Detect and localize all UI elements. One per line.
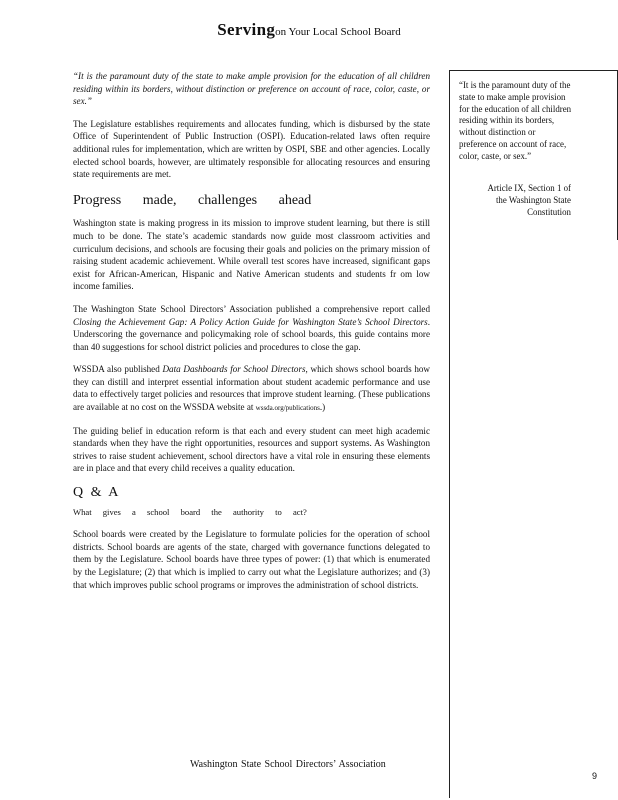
section-heading-qa: Q & A — [73, 485, 121, 501]
sidebar-citation-line-1: Article IX, Section 1 of — [487, 183, 571, 193]
dashboards-text-pre: WSSDA also published — [73, 364, 163, 375]
sidebar-citation-line-2: the Washington State — [495, 194, 571, 205]
report-text-post: . Underscoring the governance and policymaking role of school boards, this guide contains more than 40 suggestions for school district policies and procedures to close the gap. — [73, 316, 430, 352]
report-title: Closing the Achievement Gap: A Policy Action Guide for Washington State’s School Directors — [73, 316, 428, 327]
page-footer: Washington State School Directors’ Association — [190, 759, 386, 770]
dashboards-text-post: .) — [319, 402, 326, 413]
wssda-report-paragraph — [73, 303, 430, 353]
guiding-belief-paragraph: The guiding belief in education reform is that each and every student can meet high academic standards when they have the right opportunities, resources and support systems. As Washington strives to raise student achievement, school directors have a vital role in ensuring these elements are in place and that every child receives a quality education. — [73, 425, 430, 474]
page-header — [0, 20, 618, 40]
page-number: 9 — [592, 771, 598, 781]
sidebar-quote: “It is the paramount duty of the state to make ample provision for the education of all children residing within its borders, without distinction or preference on account of race, color, caste, or sex.” — [459, 80, 572, 161]
dashboards-title: Data Dashboards for School Directors — [162, 364, 306, 375]
dashboards-paragraph — [73, 363, 430, 414]
publications-link[interactable]: wssda.org/publications — [255, 404, 320, 413]
report-text-pre: The Washington State School Directors’ Association published a comprehensive report called — [73, 303, 430, 314]
qa-question: What gives a school board the authority to act? — [73, 506, 307, 517]
qa-answer: School boards were created by the Legislature to formulate policies for the operation of school districts. School boards are agents of the state, charged with governance functions delegated to them by the Legislature. School boards have three types of power: (1) that which is enumerated by the Legislature; (2) that which is implied to carry out what the Legislature authorizes; and (3) that which improves public school programs or improves the administration of school districts. — [73, 529, 430, 590]
section-heading-progress: Progress made, challenges ahead — [73, 192, 312, 208]
sidebar-citation — [459, 183, 571, 218]
column-divider — [449, 70, 450, 798]
intro-quote: “It is the paramount duty of the state to make ample provision for the education of all children residing within its borders, without distinction or preference on account of race, color, caste, or sex.” — [73, 71, 430, 107]
sidebar-citation-line-3: Constitution — [527, 206, 571, 217]
main-column — [73, 70, 430, 601]
progress-paragraph: Washington state is making progress in its mission to improve student learning, but there is still much to be done. The state’s academic standards now guide most classroom activities and curriculum decisions, and schools are focusing their goals and policies on the primary mission of raising student academic achievement. While overall test scores have increased, significant gaps exist for African-American, Hispanic and Native American students and students fr om low income families. — [73, 218, 430, 292]
header-subtitle: on Your Local School Board — [275, 26, 401, 38]
legislature-paragraph: The Legislature establishes requirements and allocates funding, which is disbursed by the state Office of Superintendent of Public Instruction (OSPI). Education-related laws often require additional rules for implementation, which are written by OSPI, SBE and other agencies. Locally elected school boards, however, are ultimately responsible for allocating resources and ensuring state requirements are met. — [73, 118, 430, 180]
header-serving: Serving — [217, 20, 276, 39]
dashboards-text-mid: , which shows school boards how they can distill and interpret essential information about student academic performance and use data to effectively target policies and resources that improve student learning. (These publications are available at no cost on the WSSDA website at — [73, 364, 430, 413]
